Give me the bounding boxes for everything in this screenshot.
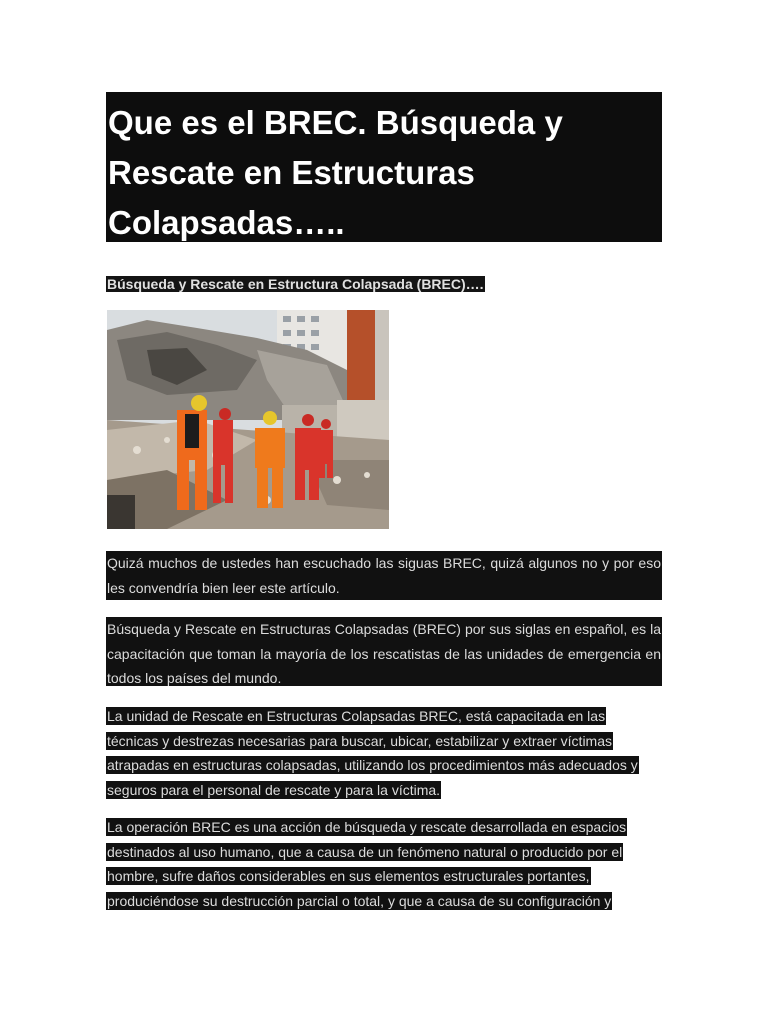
title-block <box>106 92 662 242</box>
paragraph-operation-line: produciéndose su destrucción parcial o total, y que a causa de su configuración y <box>107 892 612 909</box>
paragraph-unit-line: técnicas y destrezas necesarias para buscar, ubicar, estabilizar y extraer víctimas <box>107 732 612 749</box>
paragraph-operation-line: La operación BREC es una acción de búsqueda y rescate desarrollada en espacios <box>107 819 627 835</box>
page-title: Que es el BREC. Búsqueda y Rescate en Estructuras Colapsadas….. <box>108 104 563 241</box>
paragraph-intro <box>106 551 662 600</box>
paragraph-unit-line: La unidad de Rescate en Estructuras Colapsadas BREC, está capacitada en las <box>107 708 606 724</box>
rescue-photo-illustration <box>107 310 389 529</box>
paragraph-definition <box>106 617 662 686</box>
paragraph-unit-line: seguros para el personal de rescate y para la víctima. <box>107 781 441 798</box>
subtitle-text: Búsqueda y Rescate en Estructura Colapsada (BREC)…. <box>107 276 484 292</box>
paragraph-operation-line: hombre, sufre daños considerables en sus elementos estructurales portantes, <box>107 868 590 884</box>
paragraph-intro-text: Quizá muchos de ustedes han escuchado las siguas BREC, quizá algunos no y por eso les convendría bien leer este artículo. <box>107 555 661 596</box>
paragraph-operation <box>106 815 666 913</box>
rescue-team-photo <box>107 310 389 529</box>
paragraph-operation-line: destinados al uso humano, que a causa de un fenómeno natural o producido por el <box>107 843 623 860</box>
paragraph-unit <box>106 704 666 802</box>
article-subtitle <box>106 275 485 294</box>
paragraph-definition-text: Búsqueda y Rescate en Estructuras Colapsadas (BREC) por sus siglas en español, es la capacitación que toman la mayoría de los rescatistas de las unidades de emergencia en todos los países del mundo. <box>107 621 661 686</box>
paragraph-unit-line: atrapadas en estructuras colapsadas, utilizando los procedimientos más adecuados y <box>107 757 638 773</box>
